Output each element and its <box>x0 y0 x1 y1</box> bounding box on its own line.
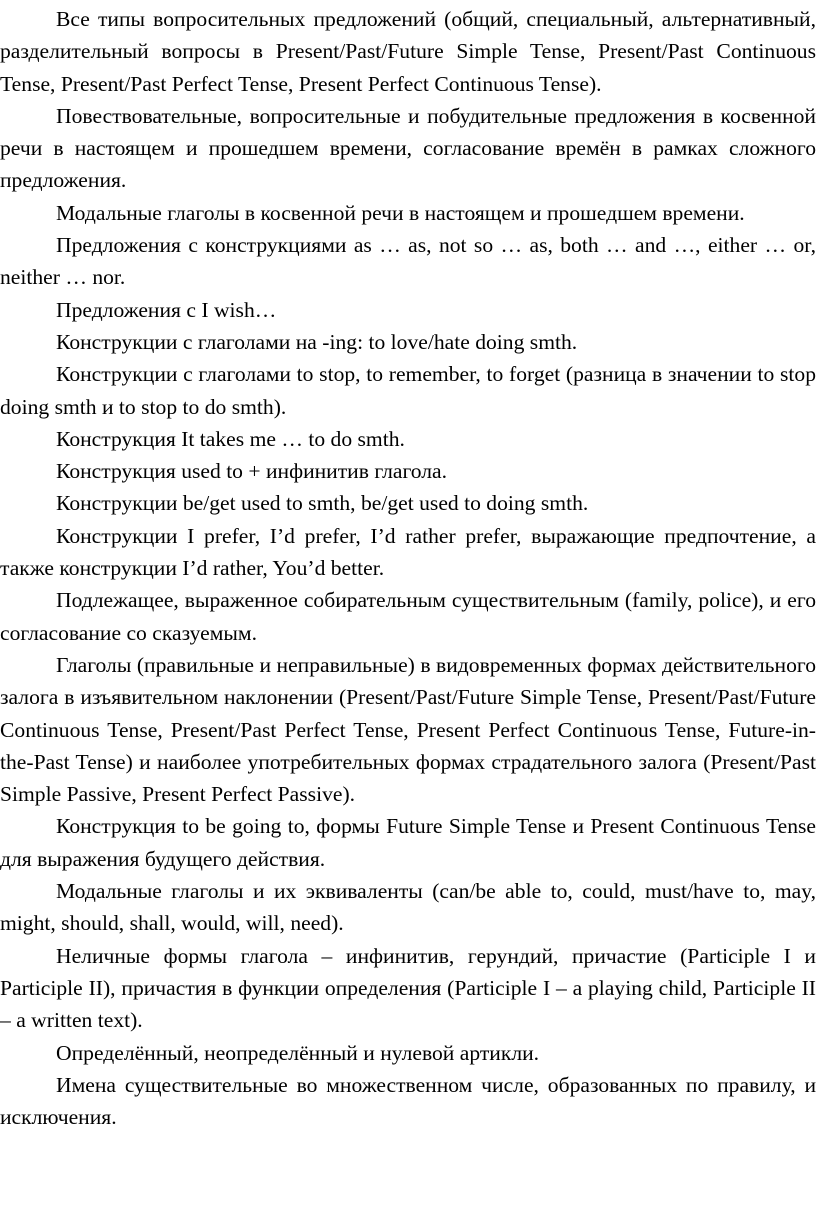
paragraph-i-wish: Предложения с I wish… <box>56 297 277 322</box>
paragraph-used-to: Конструкция used to + инфинитив глагола. <box>56 459 448 484</box>
paragraph-verb-tenses: Глаголы (правильные и неправильные) в видовременных формах действительного залога в изъявительном наклонении (Present/Past/Future Simple Tense, Present/Past/Future Continuous Tense, Present/Past Perfect Tense, Present Perfect Continuous Tense, Future-in-the-Past Tense) и наиболее употребительных формах страдательного залога (Present/Past Simple Passive, Present Perfect Passive). <box>0 652 816 807</box>
paragraph-non-finite-forms: Неличные формы глагола – инфинитив, герундий, причастие (Participle I и Participle II), причастия в функции определения (Participle I – a playing child, Participle II – a written text). <box>0 943 816 1033</box>
paragraph-prefer-constructions: Конструкции I prefer, I’d prefer, I’d rather prefer, выражающие предпочтение, а также конструкции I’d rather, You’d better. <box>0 523 816 581</box>
paragraph-ing-constructions: Конструкции с глаголами на -ing: to love/hate doing smth. <box>56 329 578 354</box>
paragraph-collective-nouns: Подлежащее, выраженное собирательным существительным (family, police), и его согласование со сказуемым. <box>0 588 816 645</box>
paragraph-be-get-used-to: Конструкции be/get used to smth, be/get used to doing smth. <box>56 491 589 516</box>
paragraph-comparative-constructions: Предложения с конструкциями as … as, not so … as, both … and …, either … or, neither … nor. <box>0 233 816 290</box>
paragraph-articles: Определённый, неопределённый и нулевой артикли. <box>56 1040 540 1065</box>
paragraph-modal-equivalents: Модальные глаголы и их эквиваленты (can/be able to, could, must/have to, may, might, should, shall, would, will, need). <box>0 879 816 936</box>
paragraph-interrogative-sentences: Все типы вопросительных предложений (общий, специальный, альтернативный, разделительный вопросы в Present/Past/Future Simple Tense, Present/Past Continuous Tense, Present/Past Perfect Tense, Present Perfect Continuous Tense). <box>0 7 816 96</box>
paragraph-stop-remember-forget: Конструкции с глаголами to stop, to remember, to forget (разница в значении to stop doing smth и to stop to do smth). <box>0 362 816 419</box>
paragraph-it-takes-me: Конструкция It takes me … to do smth. <box>56 426 405 451</box>
paragraph-plural-nouns: Имена существительные во множественном числе, образованных по правилу, и исключения. <box>0 1072 816 1130</box>
paragraph-reported-speech: Повествовательные, вопросительные и побудительные предложения в косвенной речи в настоящем и прошедшем времени, согласование времён в рамках сложного предложения. <box>0 103 816 193</box>
paragraph-modal-verbs-reported-speech: Модальные глаголы в косвенной речи в настоящем и прошедшем времени. <box>56 200 745 225</box>
paragraph-going-to: Конструкция to be going to, формы Future Simple Tense и Present Continuous Tense для выражения будущего действия. <box>0 814 816 871</box>
